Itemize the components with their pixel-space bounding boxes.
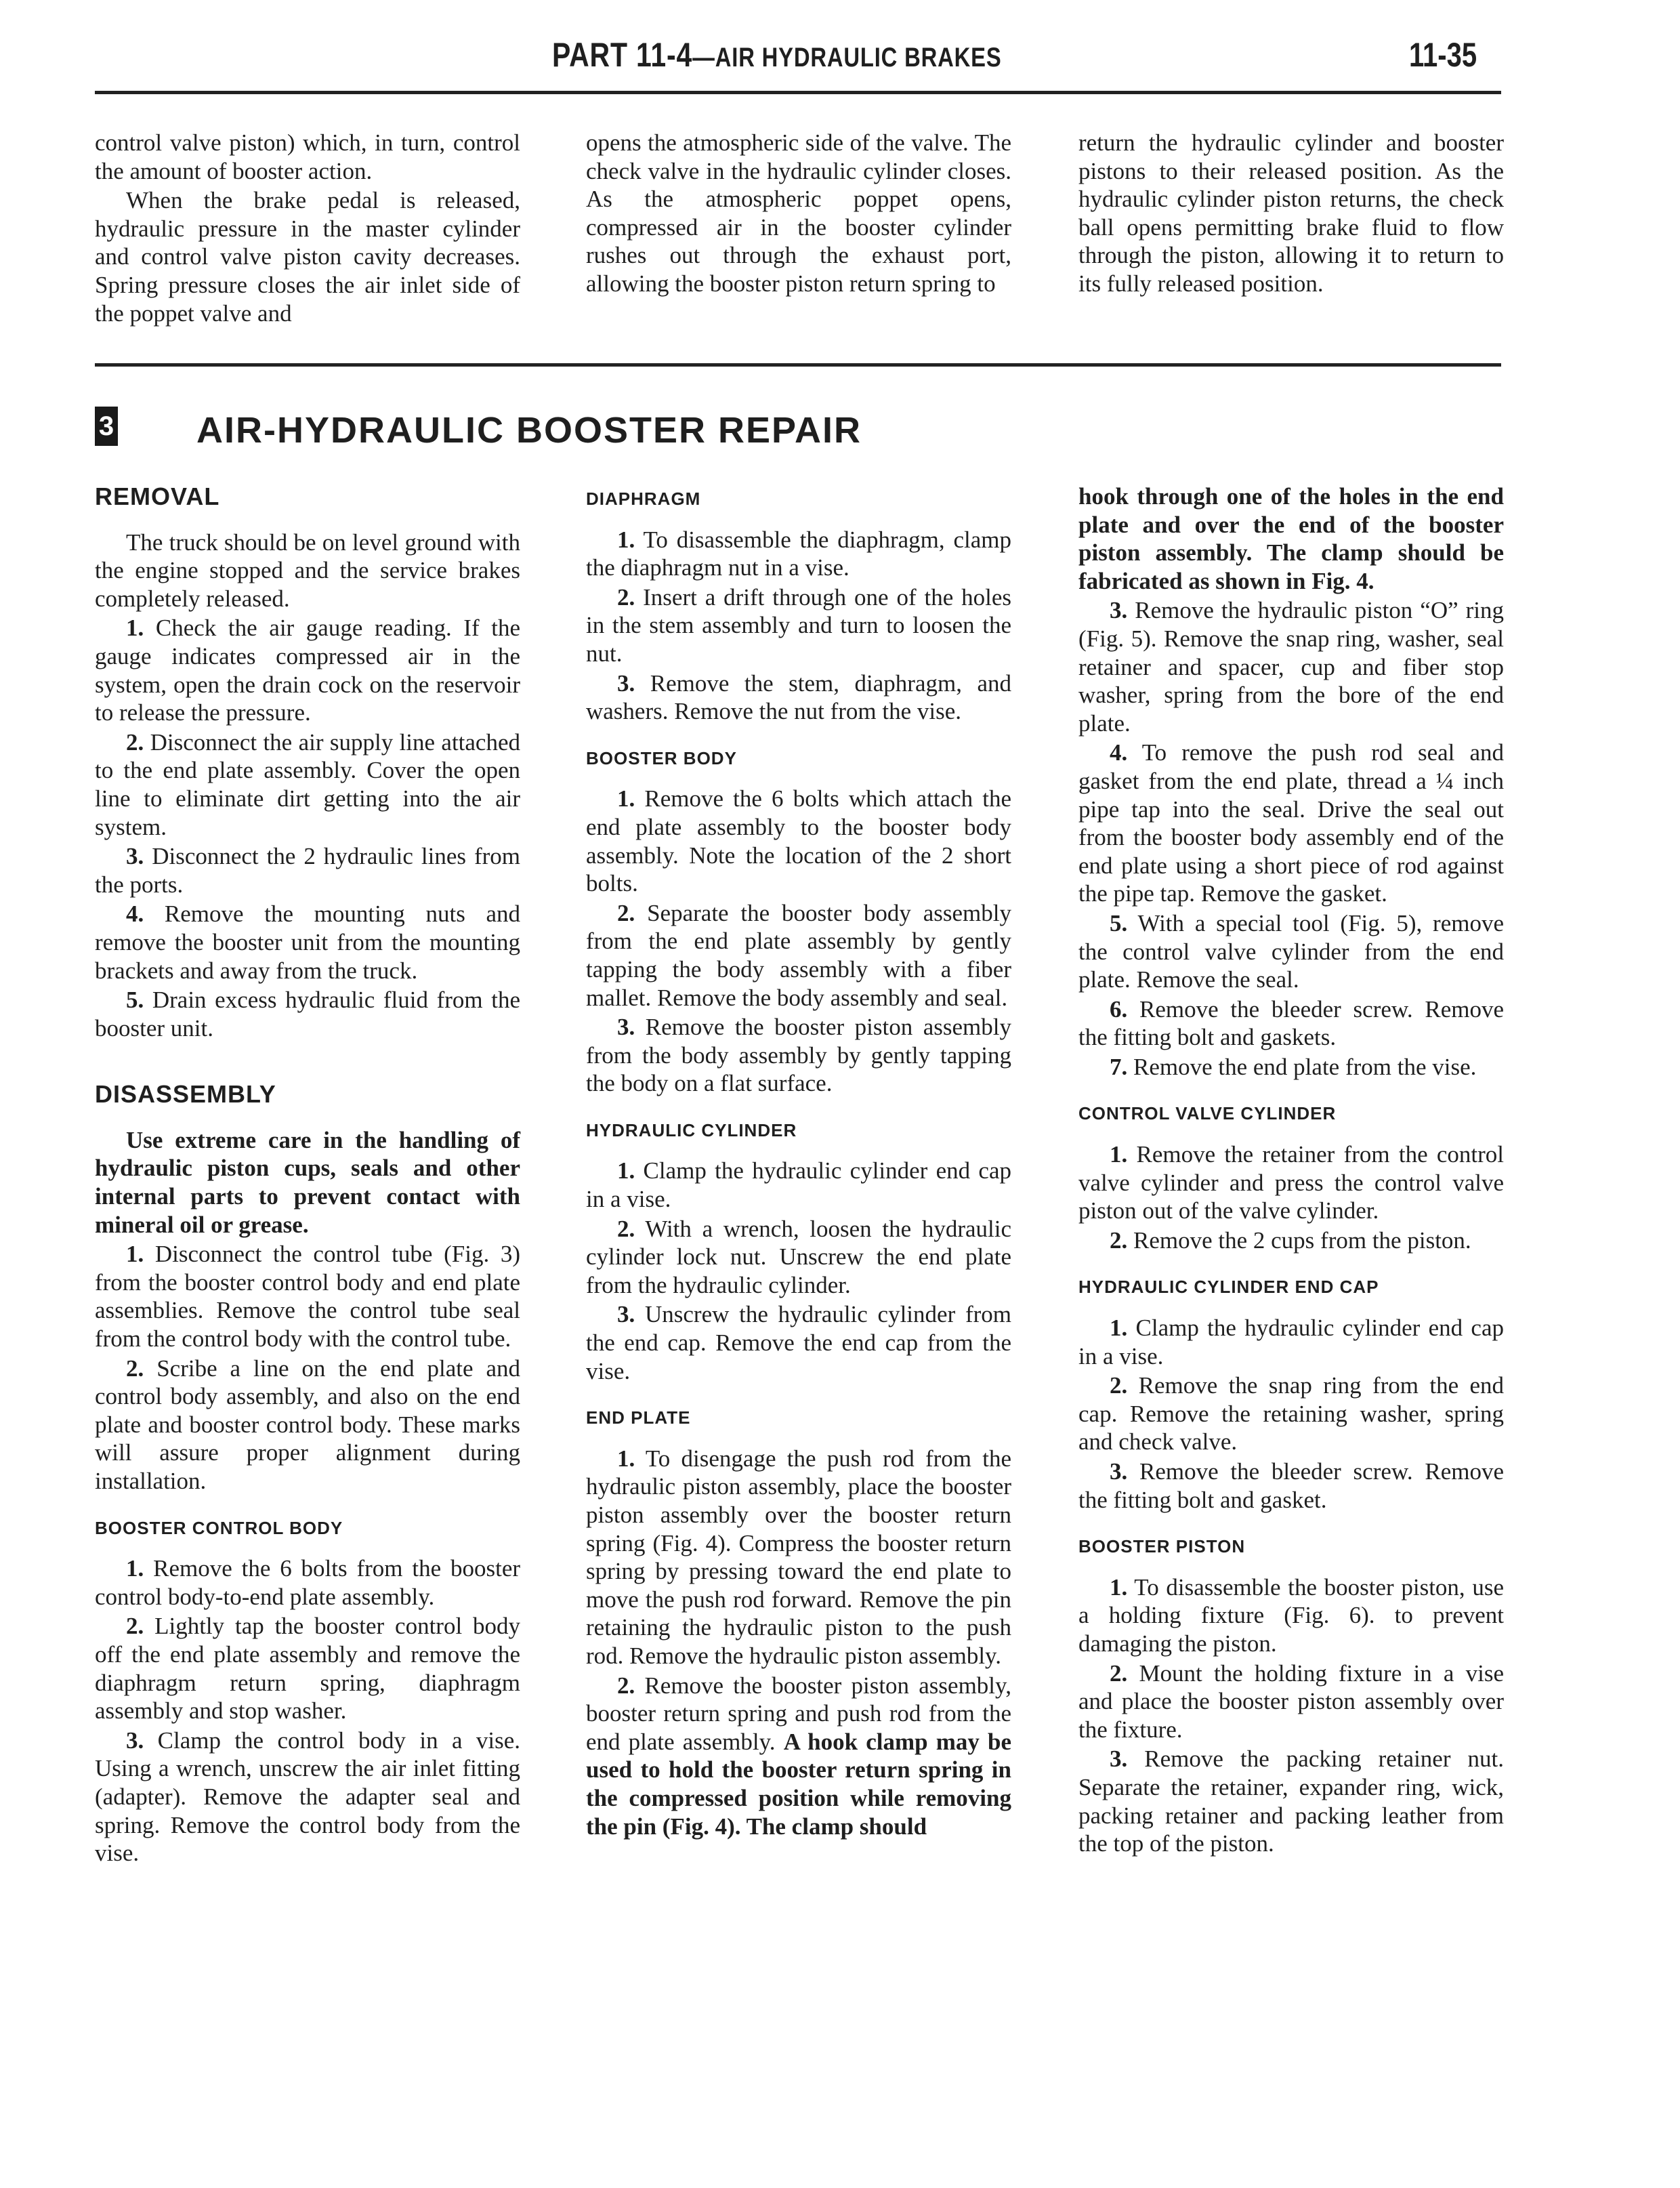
paragraph xyxy=(1078,596,1504,737)
paragraph xyxy=(1078,1659,1504,1744)
paragraph-text: Remove the packing retainer nut. Separate the retainer, expander ring, wick, packing retainer and packing leather from the top of the piston. xyxy=(1078,1746,1504,1857)
step-number: 2. xyxy=(1110,1372,1128,1399)
paragraph xyxy=(586,129,1011,298)
step-number: 7. xyxy=(1110,1053,1128,1080)
paragraph-text: Clamp the control body in a vise. Using a wrench, unscrew the air inlet fitting (adapter). Remove the adapter seal and spring. Remove the control body from the vise. xyxy=(95,1727,520,1867)
paragraph xyxy=(95,1554,520,1611)
paragraph-text: Remove the retainer from the control valve cylinder and press the control valve piston out of the valve cylinder. xyxy=(1078,1141,1504,1224)
step-number: 6. xyxy=(1110,995,1128,1023)
page-header xyxy=(0,35,1680,76)
paragraph-text: Clamp the hydraulic cylinder end cap in a vise. xyxy=(586,1157,1012,1213)
subsection-subheading: HYDRAULIC CYLINDER xyxy=(586,1119,797,1140)
paragraph-text: Remove the booster piston assembly, booster return spring and push rod from the end plate assembly. xyxy=(586,1672,1011,1755)
paragraph-text: Disconnect the 2 hydraulic lines from the ports. xyxy=(95,843,520,898)
paragraph xyxy=(95,129,520,185)
paragraph xyxy=(586,1215,1011,1300)
paragraph xyxy=(586,1445,1011,1670)
step-number: 3. xyxy=(1110,1458,1128,1485)
paragraph xyxy=(1078,739,1504,908)
paragraph xyxy=(1078,1745,1504,1857)
paragraph xyxy=(586,1300,1011,1385)
step-number: 2. xyxy=(617,583,635,611)
subsection-subheading: BOOSTER BODY xyxy=(586,747,737,768)
intro-column-2 xyxy=(586,129,1011,298)
paragraph xyxy=(1078,129,1504,298)
paragraph-text: Remove the 6 bolts from the booster control body-to-end plate assembly. xyxy=(95,1555,521,1610)
section-number-badge: 3 xyxy=(95,407,118,446)
step-number: 1. xyxy=(1110,1315,1128,1342)
step-number: 1. xyxy=(1110,1141,1128,1168)
header-rule xyxy=(95,91,1501,94)
step-number: 3. xyxy=(126,843,144,870)
section-rule xyxy=(95,363,1501,367)
paragraph-text: To disassemble the diaphragm, clamp the diaphragm nut in a vise. xyxy=(586,526,1011,581)
paragraph-text: To disengage the push rod from the hydraulic piston assembly, place the booster piston assembly over the booster return spring (Fig. 4). Compress the booster return spring by pressing toward the end plate to move the push rod forward. Remove the pin retaining the hydraulic piston to the push rod. Remove the hydraulic piston assembly. xyxy=(586,1445,1011,1669)
intro-column-3 xyxy=(1078,129,1504,298)
paragraph-text: To disassemble the booster piston, use a holding fixture (Fig. 6). to prevent damaging the piston. xyxy=(1078,1573,1504,1657)
subsection-subheading: CONTROL VALVE CYLINDER xyxy=(1078,1103,1337,1124)
paragraph-text: Remove the mounting nuts and remove the booster unit from the mounting brackets and away from the truck. xyxy=(95,901,521,984)
subsection-subheading: END PLATE xyxy=(586,1407,691,1428)
paragraph xyxy=(586,1013,1011,1098)
step-number: 5. xyxy=(126,987,144,1014)
paragraph-text: Insert a drift through one of the holes in the stem assembly and turn to loosen the nut. xyxy=(586,583,1011,667)
subsection-heading: DISASSEMBLY xyxy=(95,1080,276,1109)
paragraph-text: Drain excess hydraulic fluid from the booster unit. xyxy=(95,987,520,1041)
paragraph-text: To remove the push rod seal and gasket from the end plate, thread a ¼ inch pipe tap into the seal. Drive the seal out from the booster body assembly end of the end plate using a short piece of rod against the pipe tap. Remove the gasket. xyxy=(1078,739,1504,907)
paragraph xyxy=(1078,995,1504,1052)
paragraph xyxy=(1078,1458,1504,1514)
paragraph-text: Remove the hydraulic piston “O” ring (Fig. 5). Remove the snap ring, washer, seal retainer and spacer, cup and fiber stop washer, spring from the bore of the end plate. xyxy=(1078,597,1504,737)
step-number: 3. xyxy=(1110,1746,1128,1773)
paragraph xyxy=(586,526,1011,582)
paragraph-text: Remove the snap ring from the end cap. Remove the retaining washer, spring and check valve. xyxy=(1078,1372,1504,1456)
body-column-3 xyxy=(1078,482,1504,1858)
paragraph xyxy=(586,899,1011,1012)
paragraph xyxy=(1078,1053,1504,1081)
paragraph xyxy=(1078,482,1504,595)
page-number: 11-35 xyxy=(1409,36,1477,74)
step-number: 2. xyxy=(617,1215,635,1242)
subsection-subheading: BOOSTER CONTROL BODY xyxy=(95,1517,343,1538)
step-number: 2. xyxy=(126,1355,144,1382)
paragraph-text: Use extreme care in the handling of hydraulic piston cups, seals and other internal parts to prevent contact with mineral oil or grease. xyxy=(95,1126,520,1238)
paragraph-text: opens the atmospheric side of the valve. The check valve in the hydraulic cylinder closes. As the atmospheric poppet opens, compressed air in the booster cylinder rushes out through the exhaust port, allowing the booster piston return spring to xyxy=(586,129,1011,297)
step-number: 2. xyxy=(617,899,635,926)
subsection-subheading: DIAPHRAGM xyxy=(586,489,701,509)
paragraph-text: With a special tool (Fig. 5), remove the control valve cylinder from the end plate. Remove the seal. xyxy=(1078,909,1504,993)
body-column-1 xyxy=(95,482,520,1867)
paragraph xyxy=(586,1672,1011,1841)
step-number: 1. xyxy=(617,526,635,553)
step-number: 1. xyxy=(617,1445,635,1472)
part-title: —AIR HYDRAULIC BRAKES xyxy=(692,43,1002,73)
step-number: 3. xyxy=(617,1301,635,1328)
paragraph-text: Remove the 2 cups from the piston. xyxy=(1133,1226,1471,1254)
running-title xyxy=(552,35,1002,75)
step-number: 3. xyxy=(1110,597,1128,624)
paragraph-text: Check the air gauge reading. If the gauge indicates compressed air in the system, open the drain cock on the reservoir to release the pressure. xyxy=(95,615,520,726)
step-number: 1. xyxy=(126,1241,144,1268)
paragraph xyxy=(95,1126,520,1239)
paragraph xyxy=(95,728,520,841)
paragraph xyxy=(586,669,1011,726)
step-number: 3. xyxy=(617,669,635,697)
step-number: 1. xyxy=(617,1157,635,1184)
paragraph-text: Disconnect the control tube (Fig. 3) from the booster control body and end plate assemblies. Remove the control tube seal from the control body with the control tube. xyxy=(95,1241,521,1353)
paragraph xyxy=(95,1240,520,1353)
paragraph xyxy=(95,1727,520,1867)
step-number: 4. xyxy=(126,901,144,928)
step-number: 4. xyxy=(1110,739,1128,766)
paragraph-text: Lightly tap the booster control body off the end plate assembly and remove the diaphragm return spring, diaphragm assembly and stop washer. xyxy=(95,1613,521,1725)
paragraph xyxy=(1078,1140,1504,1225)
paragraph-text: Remove the bleeder screw. Remove the fitting bolt and gaskets. xyxy=(1078,995,1505,1051)
paragraph-text: Separate the booster body assembly from the end plate assembly by gently tapping the body assembly with a fiber mallet. Remove the body assembly and seal. xyxy=(586,899,1011,1011)
paragraph xyxy=(586,785,1011,897)
paragraph-text: Disconnect the air supply line attached to the end plate assembly. Cover the open line to eliminate dirt getting into the air system. xyxy=(95,728,520,840)
paragraph xyxy=(1078,1314,1504,1370)
paragraph xyxy=(95,614,520,726)
paragraph xyxy=(95,186,520,327)
paragraph-text: Remove the bleeder screw. Remove the fitting bolt and gasket. xyxy=(1078,1458,1505,1513)
paragraph xyxy=(95,529,520,613)
paragraph-text: hook through one of the holes in the end plate and over the end of the booster piston assembly. The clamp should be fabricated as shown in Fig. 4. xyxy=(1078,483,1504,594)
step-number: 2. xyxy=(126,1613,144,1640)
part-number: PART 11-4 xyxy=(552,36,693,74)
paragraph-text: Remove the end plate from the vise. xyxy=(1133,1053,1477,1080)
step-number: 3. xyxy=(617,1014,635,1041)
subsection-subheading: HYDRAULIC CYLINDER END CAP xyxy=(1078,1277,1379,1298)
paragraph-text: The truck should be on level ground with the engine stopped and the service brakes completely released. xyxy=(95,529,520,612)
step-number: 2. xyxy=(1110,1659,1128,1687)
subsection-heading: REMOVAL xyxy=(95,482,220,510)
paragraph xyxy=(95,986,520,1042)
paragraph xyxy=(586,583,1011,668)
paragraph-text: Remove the stem, diaphragm, and washers. Remove the nut from the vise. xyxy=(586,669,1011,725)
paragraph xyxy=(1078,1573,1504,1658)
paragraph-text: return the hydraulic cylinder and booster pistons to their released position. As the hydraulic cylinder piston returns, the check ball opens permitting brake fluid to flow through the piston, allowing it to return to its fully released position. xyxy=(1078,129,1504,297)
paragraph-text: Scribe a line on the end plate and control body assembly, and also on the end plate and booster control body. These marks will assure proper alignment during installation. xyxy=(95,1355,520,1494)
paragraph-text: Mount the holding fixture in a vise and place the booster piston assembly over the fixture. xyxy=(1078,1659,1505,1743)
step-number: 5. xyxy=(1110,909,1128,936)
paragraph xyxy=(1078,1226,1504,1255)
paragraph xyxy=(1078,1371,1504,1456)
paragraph-text: Clamp the hydraulic cylinder end cap in a vise. xyxy=(1078,1315,1505,1369)
paragraph-text: Remove the booster piston assembly from the body assembly by gently tapping the body on a flat surface. xyxy=(586,1014,1011,1097)
paragraph xyxy=(95,900,520,985)
body-column-2 xyxy=(586,485,1011,1840)
paragraph xyxy=(95,842,520,899)
section-title: AIR-HYDRAULIC BOOSTER REPAIR xyxy=(196,410,862,451)
step-number: 1. xyxy=(126,1555,144,1582)
step-number: 2. xyxy=(1110,1226,1128,1254)
step-number: 2. xyxy=(126,728,144,756)
step-number: 3. xyxy=(126,1727,144,1754)
paragraph xyxy=(1078,909,1504,994)
paragraph xyxy=(586,1157,1011,1213)
paragraph-text: When the brake pedal is released, hydraulic pressure in the master cylinder and control valve piston cavity decreases. Spring pressure closes the air inlet side of the poppet valve and xyxy=(95,187,520,327)
subsection-subheading: BOOSTER PISTON xyxy=(1078,1536,1246,1557)
step-number: 1. xyxy=(126,615,144,642)
intro-column-1 xyxy=(95,129,520,327)
paragraph-text: Unscrew the hydraulic cylinder from the end cap. Remove the end cap from the vise. xyxy=(586,1301,1011,1384)
bold-note: A hook clamp may be used to hold the booster return spring in the compressed position while removing the pin (Fig. 4). The clamp should xyxy=(586,1728,1012,1840)
paragraph-text: With a wrench, loosen the hydraulic cylinder lock nut. Unscrew the end plate from the hydraulic cylinder. xyxy=(586,1215,1011,1298)
step-number: 1. xyxy=(1110,1573,1128,1601)
paragraph-text: control valve piston) which, in turn, control the amount of booster action. xyxy=(95,129,520,184)
paragraph-text: Remove the 6 bolts which attach the end plate assembly to the booster body assembly. Note the location of the 2 short bolts. xyxy=(586,785,1012,897)
step-number: 2. xyxy=(617,1672,635,1699)
paragraph xyxy=(95,1612,520,1725)
step-number: 1. xyxy=(617,785,635,812)
paragraph xyxy=(95,1355,520,1495)
